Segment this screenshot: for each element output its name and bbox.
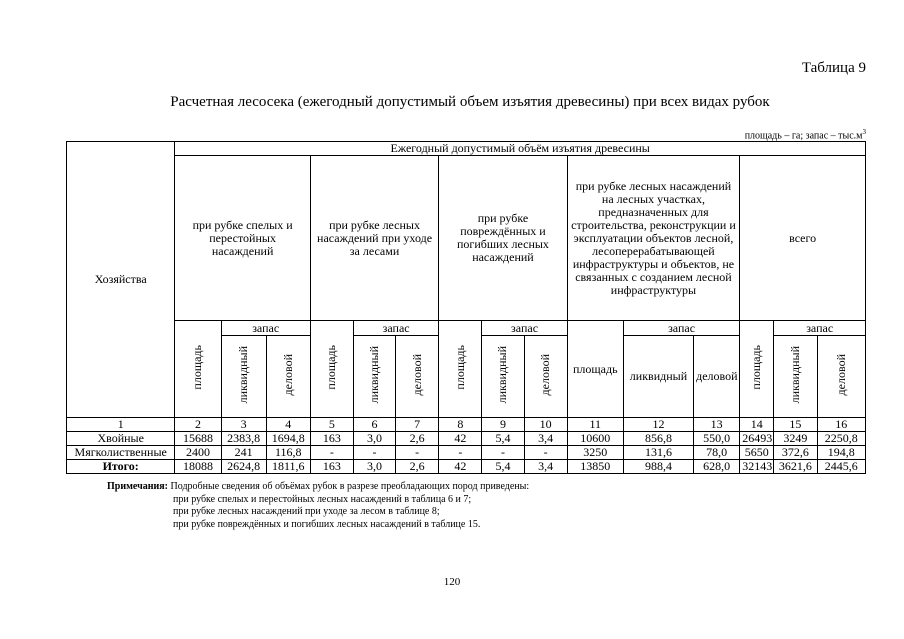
header-stock: запас [774, 321, 866, 336]
table-cell: 3250 [567, 446, 623, 460]
table-cell: 2383,8 [221, 432, 266, 446]
header-liquid: ликвидный [482, 336, 524, 418]
table-cell: 2400 [175, 446, 221, 460]
table-cell: 550,0 [694, 432, 740, 446]
column-number: 2 [175, 418, 221, 432]
column-number: 3 [221, 418, 266, 432]
table-cell: - [353, 446, 395, 460]
table-cell: 42 [439, 432, 482, 446]
column-number: 16 [817, 418, 866, 432]
column-number: 9 [482, 418, 524, 432]
column-number: 14 [740, 418, 774, 432]
table-cell: 131,6 [623, 446, 693, 460]
header-area: площадь [175, 321, 221, 418]
table-cell: 15688 [175, 432, 221, 446]
table-cell: 2,6 [396, 460, 439, 474]
column-number: 7 [396, 418, 439, 432]
table-cell: 372,6 [774, 446, 817, 460]
table-cell: 1811,6 [266, 460, 310, 474]
header-business: деловой [396, 336, 439, 418]
row-label: Итого: [67, 460, 175, 474]
total-row [67, 460, 866, 474]
note-item: при рубке спелых и перестойных лесных насаждений в таблица 6 и 7; [173, 493, 472, 505]
header-area: площадь [439, 321, 482, 418]
table-cell: 13850 [567, 460, 623, 474]
header-cat-mature: при рубке спелых и перестойных насаждений [175, 156, 310, 321]
table-cell: - [439, 446, 482, 460]
table-cell: 116,8 [266, 446, 310, 460]
column-number: 5 [310, 418, 353, 432]
table-cell: 32143 [740, 460, 774, 474]
table-cell: 2445,6 [817, 460, 866, 474]
table-cell: 3,4 [524, 460, 567, 474]
header-cat-thinning: при рубке лесных насаждений при уходе за лесами [310, 156, 438, 321]
table-cell: 3621,6 [774, 460, 817, 474]
table-cell: 3,0 [353, 432, 395, 446]
table-number: Таблица 9 [801, 60, 866, 76]
table-cell: 5650 [740, 446, 774, 460]
header-area: площадь [567, 321, 623, 418]
table-cell: 628,0 [694, 460, 740, 474]
units-note: площадь – га; запас – $тыс.м^3$ [744, 128, 866, 142]
table-cell: 988,4 [623, 460, 693, 474]
header-cat-construction: при рубке лесных насаждений на лесных участках, предназначенных для строительства, реконструкции и эксплуатации объектов лесной, лесоперерабатывающей инфраструктуры и объектов, не связанных с созданием лесной инфраструктуры [567, 156, 740, 321]
header-cat-damaged: при рубке повреждённых и погибших лесных насаждений [439, 156, 567, 321]
header-business: деловой [817, 336, 866, 418]
table-cell: - [482, 446, 524, 460]
document-title: Расчетная лесосека (ежегодный допустимый объем изъятия древесины) при всех видах рубок [170, 94, 770, 110]
header-stock: запас [221, 321, 310, 336]
table-cell: 3249 [774, 432, 817, 446]
table-cell: 856,8 [623, 432, 693, 446]
header-stock: запас [482, 321, 567, 336]
page-number: 120 [443, 576, 461, 588]
note-item: при рубке повреждённых и погибших лесных насаждений в таблице 15. [173, 518, 481, 530]
harvest-table [66, 141, 866, 474]
table-row [67, 446, 866, 460]
column-number: 12 [623, 418, 693, 432]
column-number: 8 [439, 418, 482, 432]
notes-label: Примечания: [107, 481, 169, 492]
column-number: 15 [774, 418, 817, 432]
table-cell: 2,6 [396, 432, 439, 446]
header-business: деловой [694, 336, 740, 418]
header-cat-total: всего [740, 156, 866, 321]
table-cell: 2624,8 [221, 460, 266, 474]
table-cell: 18088 [175, 460, 221, 474]
column-number: 10 [524, 418, 567, 432]
table-cell: 78,0 [694, 446, 740, 460]
table-cell: 3,4 [524, 432, 567, 446]
column-number: 4 [266, 418, 310, 432]
table-cell: - [310, 446, 353, 460]
header-stock: запас [353, 321, 438, 336]
row-label: Мягколиственные [67, 446, 175, 460]
table-cell: 1694,8 [266, 432, 310, 446]
header-business: деловой [266, 336, 310, 418]
column-number: 1 [67, 418, 175, 432]
header-liquid: ликвидный [221, 336, 266, 418]
table-cell: 163 [310, 432, 353, 446]
header-liquid: ликвидный [353, 336, 395, 418]
column-number-row [67, 418, 866, 432]
table-cell: - [396, 446, 439, 460]
table-cell: 10600 [567, 432, 623, 446]
table-row [67, 432, 866, 446]
header-business: деловой [524, 336, 567, 418]
header-liquid: ликвидный [623, 336, 693, 418]
column-number: 11 [567, 418, 623, 432]
header-liquid: ликвидный [774, 336, 817, 418]
table-cell: 163 [310, 460, 353, 474]
header-group: Ежегодный допустимый объём изъятия древесины [175, 142, 866, 156]
table-cell: 194,8 [817, 446, 866, 460]
header-farms: Хозяйства [67, 142, 175, 418]
table-cell: 241 [221, 446, 266, 460]
table-cell: 5,4 [482, 432, 524, 446]
row-label: Хвойные [67, 432, 175, 446]
column-number: 6 [353, 418, 395, 432]
header-area: площадь [740, 321, 774, 418]
notes-intro: Примечания: Подробные сведения об объёмах рубок в разрезе преобладающих пород приведены: [107, 481, 530, 492]
table-cell: - [524, 446, 567, 460]
table-cell: 26493 [740, 432, 774, 446]
table-cell: 5,4 [482, 460, 524, 474]
column-number: 13 [694, 418, 740, 432]
header-stock: запас [623, 321, 739, 336]
table-cell: 3,0 [353, 460, 395, 474]
header-area: площадь [310, 321, 353, 418]
table-cell: 2250,8 [817, 432, 866, 446]
note-item: при рубке лесных насаждений при уходе за лесом в таблице 8; [173, 506, 440, 517]
table-cell: 42 [439, 460, 482, 474]
notes [107, 481, 529, 531]
